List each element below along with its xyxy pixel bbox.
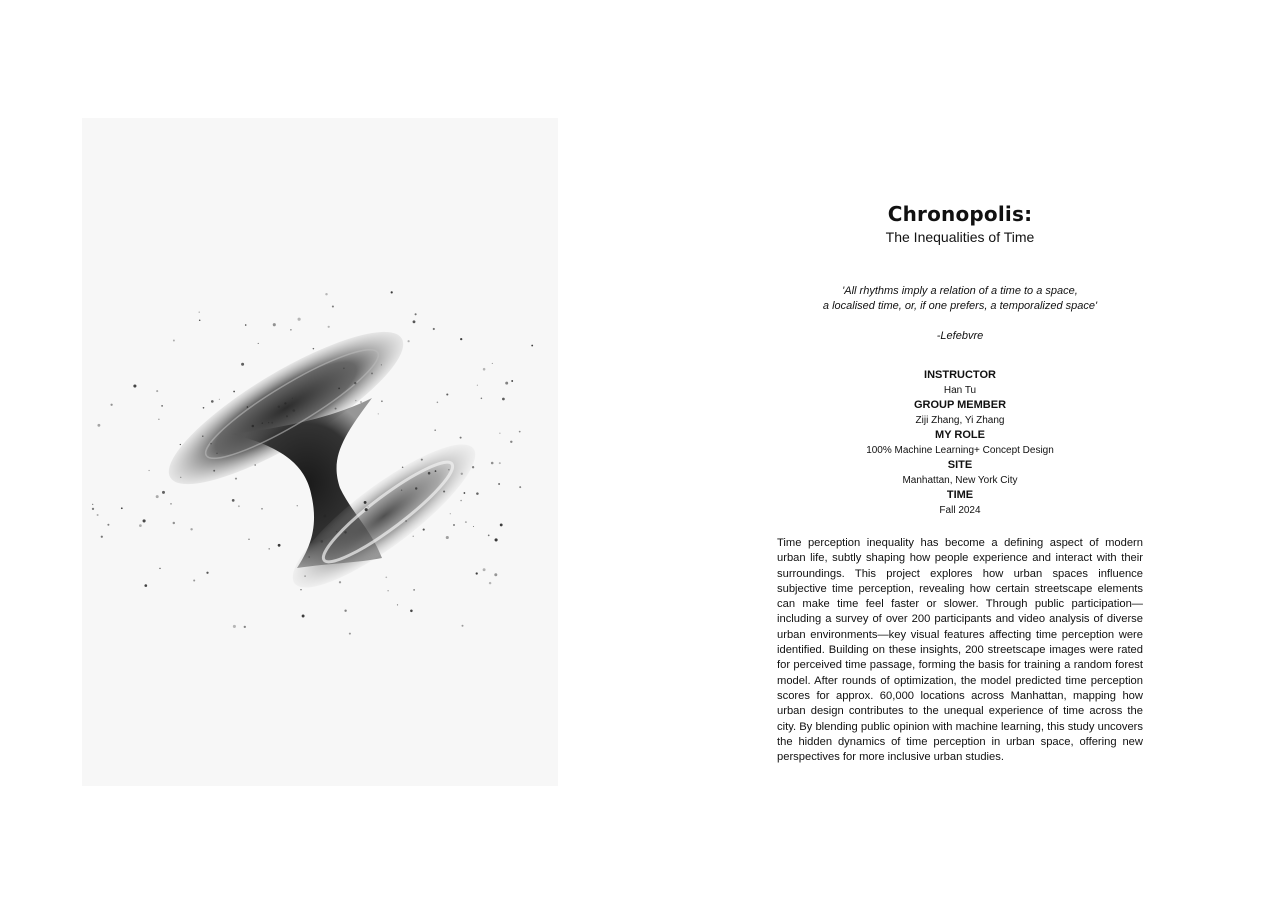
quote-line-1: 'All rhythms imply a relation of a time to a space,: [842, 285, 1078, 297]
wormhole-illustration-icon: [82, 118, 558, 786]
project-subtitle: The Inequalities of Time: [885, 229, 1035, 245]
epigraph-quote: [777, 284, 1143, 314]
time-value: Fall 2024: [939, 505, 981, 516]
project-description: Time perception inequality has become a defining aspect of modern urban life, subtly shaping how people experience and interact with their surroundings. This project explores how urban spaces influence subjective time perception, revealing how certain streetscape elements can make time feel faster or slower. Through public participation—including a survey of over 200 participants and video analysis of diverse urban environments—key visual features affecting time perception were identified. Building on these insights, 200 streetscape images were rated for perceived time passage, forming the basis for training a random forest model. After rounds of optimization, the model predicted time perception scores for approx. 60,000 locations across Manhattan, mapping how urban design contributes to the unequal experience of time across the city. By blending public opinion with machine learning, this study uncovers the hidden dynamics of time perception in urban space, offering new perspectives for more inclusive urban studies.: [777, 537, 1143, 764]
my-role-value: 100% Machine Learning+ Concept Design: [866, 445, 1054, 456]
time-label: TIME: [946, 489, 974, 501]
site-value: Manhattan, New York City: [902, 475, 1018, 486]
group-member-label: GROUP MEMBER: [913, 399, 1007, 411]
instructor-label: INSTRUCTOR: [924, 369, 996, 381]
instructor-value: Han Tu: [943, 385, 977, 396]
site-label: SITE: [947, 459, 973, 471]
my-role-label: MY ROLE: [935, 429, 985, 441]
project-title: Chronopolis:: [887, 202, 1033, 226]
quote-author: -Lefebvre: [936, 330, 984, 342]
quote-line-2: a localised time, or, if one prefers, a temporalized space': [822, 300, 1098, 312]
credits-block: [777, 368, 1143, 518]
wormhole-artwork: [82, 118, 558, 786]
group-member-value: Ziji Zhang, Yi Zhang: [915, 415, 1005, 426]
project-text: [777, 200, 1143, 777]
